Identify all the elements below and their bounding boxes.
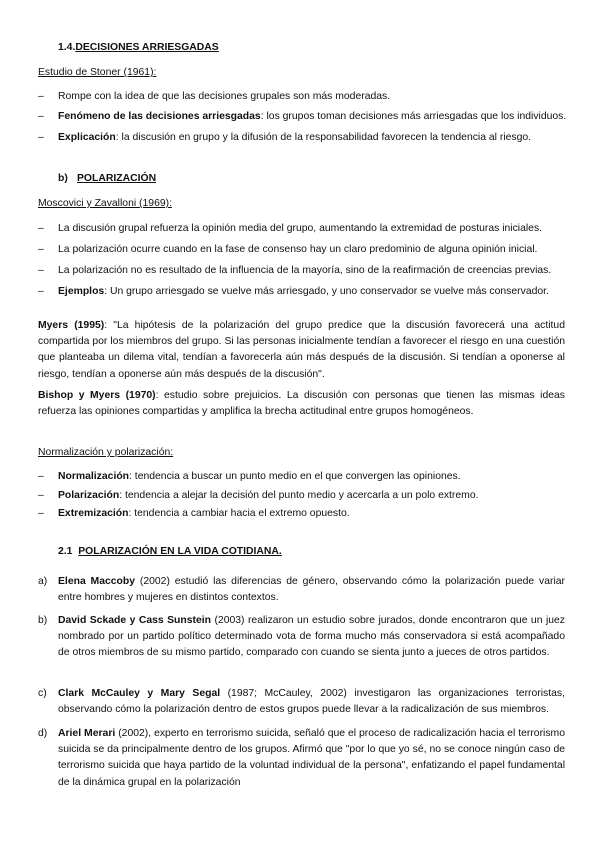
section-marker-b: b)	[58, 173, 68, 184]
item-text: : Un grupo arriesgado se vuelve más arriesgado, y uno conservador se vuelve más conservador.	[104, 286, 549, 297]
paragraph-text: : estudio sobre prejuicios. La discusión con personas que tienen las mismas ideas refuerza las opiniones compartidas y amplifica la brecha actitudinal entre grupos homogéneos.	[38, 390, 565, 418]
item-text: : la discusión en grupo y la difusión de la responsabilidad favorecen la tendencia al riesgo.	[115, 132, 532, 143]
section-title: DECISIONES ARRIESGADAS	[75, 42, 219, 53]
item-text: La polarización ocurre cuando en la fase de consenso hay un claro predominio de alguna opinión inicial.	[58, 244, 538, 255]
bullet-dash: –	[38, 508, 44, 519]
item-term: Explicación	[58, 132, 116, 143]
paragraph-text: : "La hipótesis de la polarización del grupo predice que la discusión favorecerá una actitud compartida por los miembros del grupo. Si las personas inicialmente tendían a favorecer el riesgo en una cuestión que planteaba un dilema vital, tendían a favorecerla aún más después de la discusión. Si tendían a oponerse al riesgo, tendían a oponerse aún más después de la discusión".	[38, 320, 565, 380]
bullet-dash: –	[38, 490, 44, 501]
section-number: 1.4.	[58, 42, 76, 53]
item-marker: a)	[38, 576, 48, 587]
list-item	[58, 470, 567, 483]
study-label-moscovici: Moscovici y Zavalloni (1969):	[38, 198, 172, 209]
item-term: Ejemplos	[58, 286, 105, 297]
author-name: Clark McCauley y Mary Segal	[58, 688, 221, 699]
item-text: Rompe con la idea de que las decisiones grupales son más moderadas.	[58, 91, 391, 102]
item-text: (2002) estudió las diferencias de género, observando cómo la polarización puede variar entre hombres y mujeres en distintos contextos.	[58, 576, 566, 604]
item-marker: b)	[38, 615, 48, 626]
item-term: Polarización	[58, 490, 120, 501]
list-item	[58, 110, 567, 123]
item-text: (1987; McCauley, 2002) investigaron las organizaciones terroristas, observando cómo la polarización dentro de estos grupos puede llevar a la radicalización de sus miembros.	[58, 688, 565, 716]
author-name: Myers (1995)	[38, 320, 105, 331]
bullet-dash: –	[38, 132, 44, 143]
list-item	[58, 264, 567, 277]
study-label-stoner: Estudio de Stoner (1961):	[38, 67, 157, 78]
author-name: David Sckade y Cass Sunstein	[58, 615, 212, 626]
item-text: (2003) realizaron un estudio sobre jurados, donde encontraron que un juez nombrado por un partido político determinado vota de forma mucho más conservadora si está acompañado de otros miembros de su mismo partido, comparado con cuando se sienta junto a jueces de otros partidos.	[58, 615, 566, 659]
paragraph-bishop	[38, 388, 565, 420]
bullet-dash: –	[38, 471, 44, 482]
item-text: : tendencia a cambiar hacia el extremo opuesto.	[128, 508, 350, 519]
author-name: Ariel Merari	[58, 728, 116, 739]
bullet-dash: –	[38, 286, 44, 297]
item-text: La polarización no es resultado de la influencia de la mayoría, sino de la reafirmación de creencias previas.	[58, 265, 552, 276]
section-title: POLARIZACIÓN EN LA VIDA COTIDIANA.	[78, 546, 282, 557]
paragraph-myers	[38, 318, 565, 383]
item-term: Extremización	[58, 508, 129, 519]
bullet-dash: –	[38, 223, 44, 234]
bullet-dash: –	[38, 91, 44, 102]
section-title-polarizacion: POLARIZACIÓN	[77, 173, 157, 184]
item-text: (2002), experto en terrorismo suicida, señaló que el proceso de radicalización hacia el terrorismo suicida se da principalmente dentro de los grupos. Afirmó que "por lo que yo sé, no se conoce ningún caso de terrorismo suicida que haya partido de la voluntad individual de la persona", enfatizando el papel fundamental de la dinámica grupal en la polarización	[58, 728, 565, 788]
list-item	[58, 285, 567, 298]
item-text: : tendencia a alejar la decisión del punto medio y acercarla a un polo extremo.	[119, 490, 479, 501]
list-item	[58, 489, 567, 502]
author-name: Elena Maccoby	[58, 576, 136, 587]
section-number: 2.1	[58, 546, 73, 557]
list-item	[58, 726, 565, 791]
list-item	[58, 574, 565, 606]
list-item	[58, 243, 567, 256]
bullet-dash: –	[38, 111, 44, 122]
label-normalizacion: Normalización y polarización:	[38, 447, 174, 458]
item-text: : tendencia a buscar un punto medio en el que convergen las opiniones.	[129, 471, 461, 482]
bullet-dash: –	[38, 265, 44, 276]
list-item	[58, 131, 567, 144]
item-term: Normalización	[58, 471, 130, 482]
item-text: : los grupos toman decisiones más arriesgadas que los individuos.	[260, 111, 567, 122]
author-name: Bishop y Myers (1970)	[38, 390, 156, 401]
list-item	[58, 90, 567, 103]
list-item	[58, 613, 565, 662]
item-term: Fenómeno de las decisiones arriesgadas	[58, 111, 261, 122]
item-marker: d)	[38, 728, 48, 739]
bullet-dash: –	[38, 244, 44, 255]
list-item	[58, 686, 565, 718]
section-heading-2-1	[58, 545, 282, 558]
list-item	[58, 222, 567, 235]
item-text: La discusión grupal refuerza la opinión media del grupo, aumentando la extremidad de posturas iniciales.	[58, 223, 543, 234]
list-item	[58, 507, 567, 520]
section-heading-1-4	[58, 41, 219, 54]
item-marker: c)	[38, 688, 47, 699]
